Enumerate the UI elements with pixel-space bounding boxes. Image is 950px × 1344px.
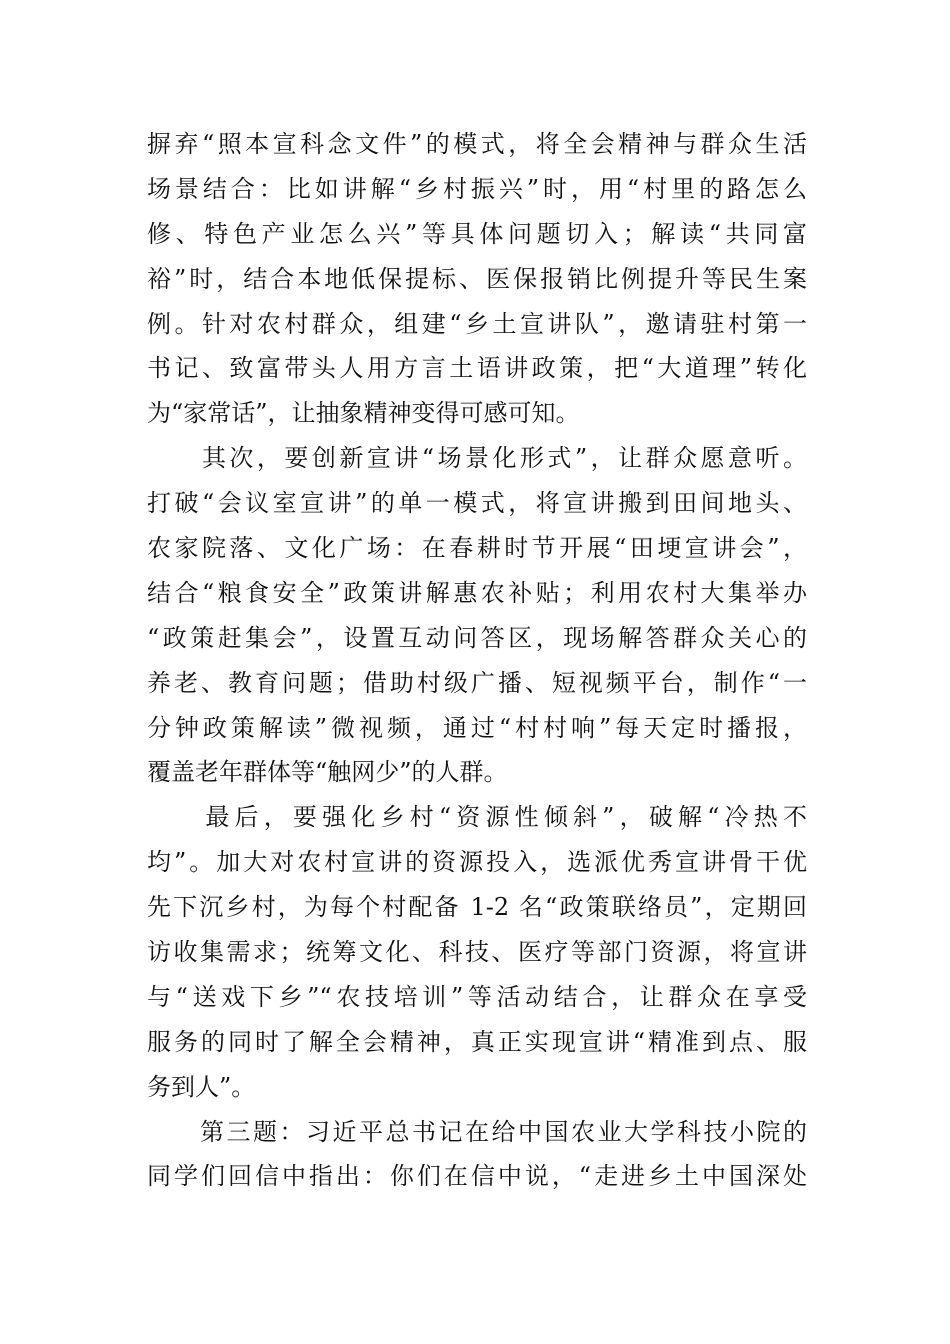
text-line: 务到人”。 — [147, 1072, 256, 1101]
text-line: 打破“会议室宣讲”的单一模式，将宣讲搬到田间地头、 — [147, 489, 807, 518]
text-line: 裕”时，结合本地低保提标、医保报销比例提升等民生案 — [147, 264, 807, 293]
body-text — [147, 122, 807, 1199]
text-line: 其次，要创新宣讲“场景化形式”，让群众愿意听。 — [147, 444, 807, 473]
text-line: 例。针对农村群众，组建“乡土宣讲队”，邀请驻村第一 — [147, 309, 807, 338]
text-line: “政策赶集会”，设置互动问答区，现场解答群众关心的 — [147, 623, 807, 652]
text-line: 摒弃“照本宣科念文件”的模式，将全会精神与群众生活 — [147, 130, 807, 158]
text-line: 先下沉乡村，为每个村配备 1-2 名“政策联络员”，定期回 — [147, 893, 807, 922]
text-line: 结合“粮食安全”政策讲解惠农补贴；利用农村大集举办 — [147, 578, 807, 607]
text-line: 农家院落、文化广场：在春耕时节开展“田埂宣讲会”， — [147, 534, 807, 563]
text-line: 养老、教育问题；借助村级广播、短视频平台，制作“一 — [147, 668, 807, 697]
text-line: 最后，要强化乡村“资源性倾斜”，破解“冷热不 — [147, 803, 807, 832]
text-line: 场景结合：比如讲解“乡村振兴”时，用“村里的路怎么 — [147, 174, 807, 203]
text-line: 服务的同时了解全会精神，真正实现宣讲“精准到点、服 — [147, 1027, 807, 1056]
text-line: 书记、致富带头人用方言土语讲政策，把“大道理”转化 — [147, 354, 807, 383]
text-line: 访收集需求；统筹文化、科技、医疗等部门资源，将宣讲 — [147, 938, 807, 967]
text-line: 均”。加大对农村宣讲的资源投入，选派优秀宣讲骨干优 — [147, 848, 807, 877]
text-line: 为“家常话”，让抽象精神变得可感可知。 — [147, 399, 580, 428]
text-line: 同学们回信中指出：你们在信中说，“走进乡土中国深处 — [147, 1162, 807, 1191]
text-line: 第三题：习近平总书记在给中国农业大学科技小院的 — [147, 1117, 807, 1146]
text-line: 分钟政策解读”微视频，通过“村村响”每天定时播报， — [147, 713, 807, 742]
text-line: 覆盖老年群体等“触网少”的人群。 — [147, 758, 508, 787]
text-line: 与“送戏下乡”“农技培训”等活动结合，让群众在享受 — [147, 982, 807, 1011]
text-line: 修、特色产业怎么兴”等具体问题切入；解读“共同富 — [147, 219, 807, 248]
